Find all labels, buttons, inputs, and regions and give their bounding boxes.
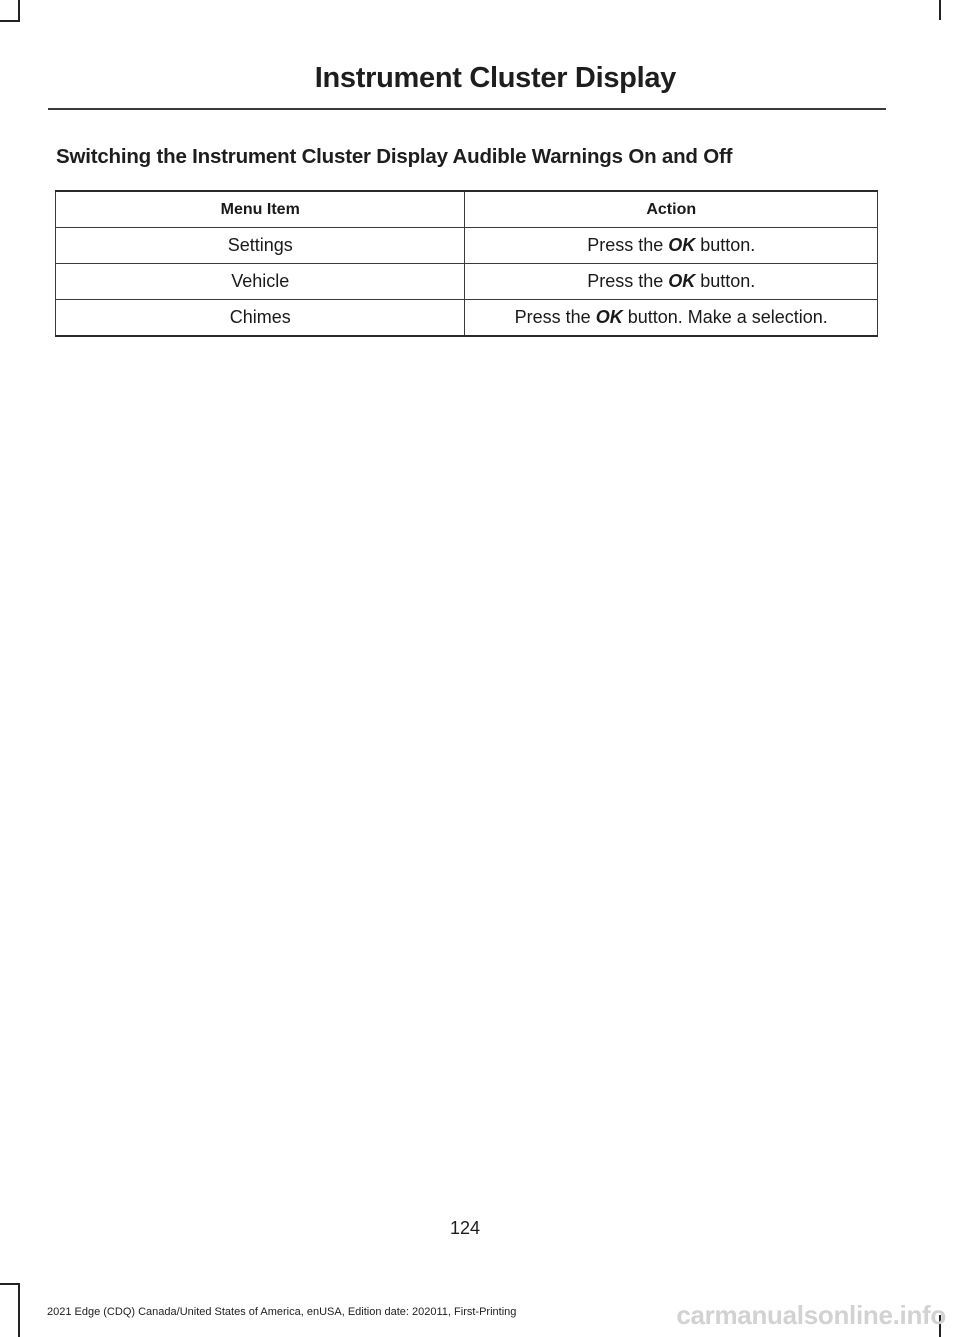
column-header-action: Action [465, 191, 878, 228]
action-suffix: button. [695, 271, 756, 291]
table-row [56, 228, 878, 264]
table-row [56, 300, 878, 337]
action-cell [465, 228, 878, 264]
menu-table [55, 190, 878, 337]
column-header-menu-item: Menu Item [56, 191, 465, 228]
page-header [48, 58, 886, 110]
action-prefix: Press the [587, 235, 669, 255]
ok-button-label: OK [595, 307, 623, 327]
page-title: Instrument Cluster Display [314, 62, 676, 94]
action-suffix: button. Make a selection. [622, 307, 828, 327]
crop-mark-top-right-vertical [939, 0, 941, 20]
ok-button-label: OK [668, 271, 696, 291]
table-header-row [56, 191, 878, 228]
crop-mark-bottom-left-vertical [18, 1283, 20, 1337]
crop-mark-top-left-horizontal [0, 20, 20, 22]
edition-footer: 2021 Edge (CDQ) Canada/United States of America, enUSA, Edition date: 202011, First-Printing [47, 1306, 517, 1318]
crop-mark-top-left-vertical [18, 0, 20, 22]
table-row [56, 264, 878, 300]
page-number: 124 [449, 1218, 481, 1238]
ok-button-label: OK [668, 235, 696, 255]
action-cell [465, 264, 878, 300]
crop-mark-bottom-left-horizontal [0, 1283, 20, 1285]
action-prefix: Press the [514, 307, 596, 327]
action-suffix: button. [695, 235, 756, 255]
menu-item-cell: Chimes [56, 300, 465, 337]
action-prefix: Press the [587, 271, 669, 291]
action-cell [465, 300, 878, 337]
watermark-logo: carmanualsonline.info [676, 1300, 946, 1330]
menu-item-cell: Settings [56, 228, 465, 264]
section-title: Switching the Instrument Cluster Display Audible Warnings On and Off [56, 145, 733, 168]
menu-item-cell: Vehicle [56, 264, 465, 300]
